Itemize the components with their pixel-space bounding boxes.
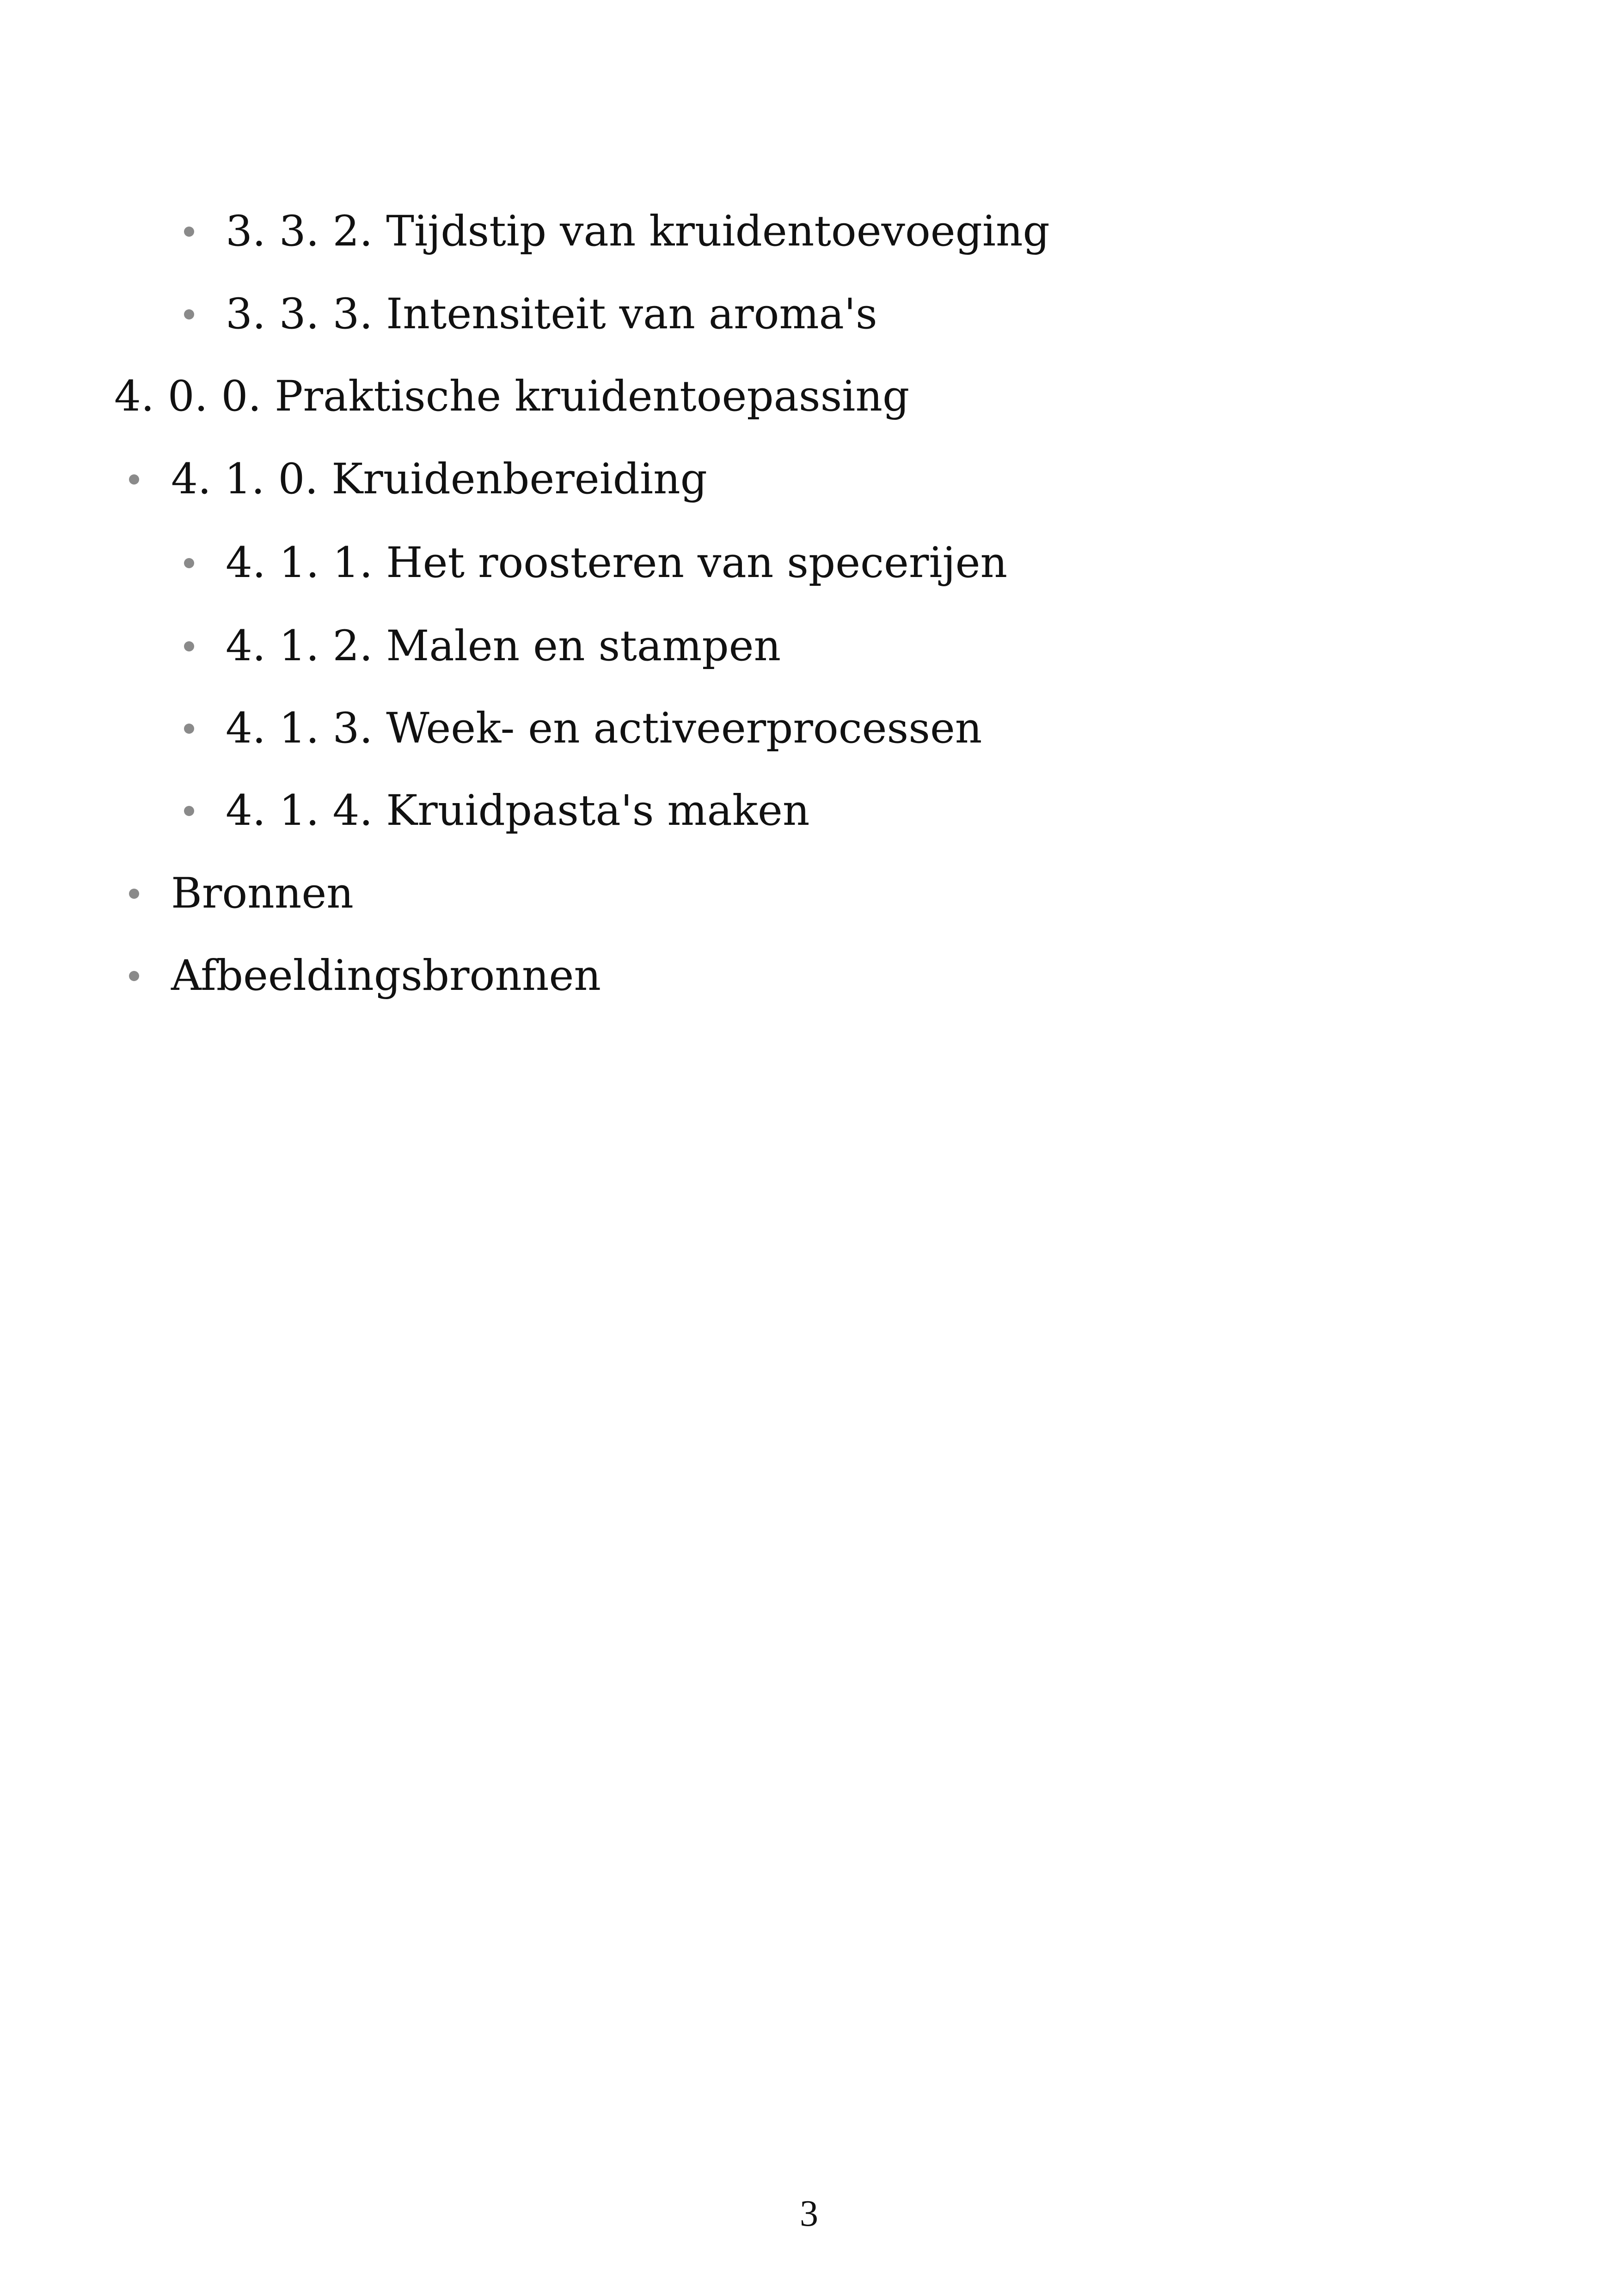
list-bullet [184,558,194,568]
page-number: 3 [800,2193,818,2234]
list-bullet [184,806,194,816]
toc-entry-afbeeldingsbronnen[interactable]: Afbeeldingsbronnen [171,952,601,1000]
toc-entry-4-0-0[interactable]: 4. 0. 0. Praktische kruidentoepassing [114,372,910,421]
list-bullet [184,309,194,319]
list-bullet [129,889,139,899]
toc-entry-4-1-0[interactable]: 4. 1. 0. Kruidenbereiding [171,455,707,503]
toc-entry-4-1-1[interactable]: 4. 1. 1. Het roosteren van specerijen [226,539,1008,587]
toc-entry-4-1-4[interactable]: 4. 1. 4. Kruidpasta's maken [226,786,810,835]
toc-entry-3-3-3[interactable]: 3. 3. 3. Intensiteit van aroma's [226,290,877,338]
toc-entry-3-3-2[interactable]: 3. 3. 2. Tijdstip van kruidentoevoeging [226,207,1050,256]
list-bullet [184,227,194,237]
list-bullet [184,641,194,651]
toc-entry-bronnen[interactable]: Bronnen [171,869,354,918]
toc-entry-4-1-2[interactable]: 4. 1. 2. Malen en stampen [226,622,781,670]
toc-entry-4-1-3[interactable]: 4. 1. 3. Week- en activeerprocessen [226,704,982,753]
list-bullet [184,724,194,734]
list-bullet [129,971,139,981]
list-bullet [129,474,139,485]
